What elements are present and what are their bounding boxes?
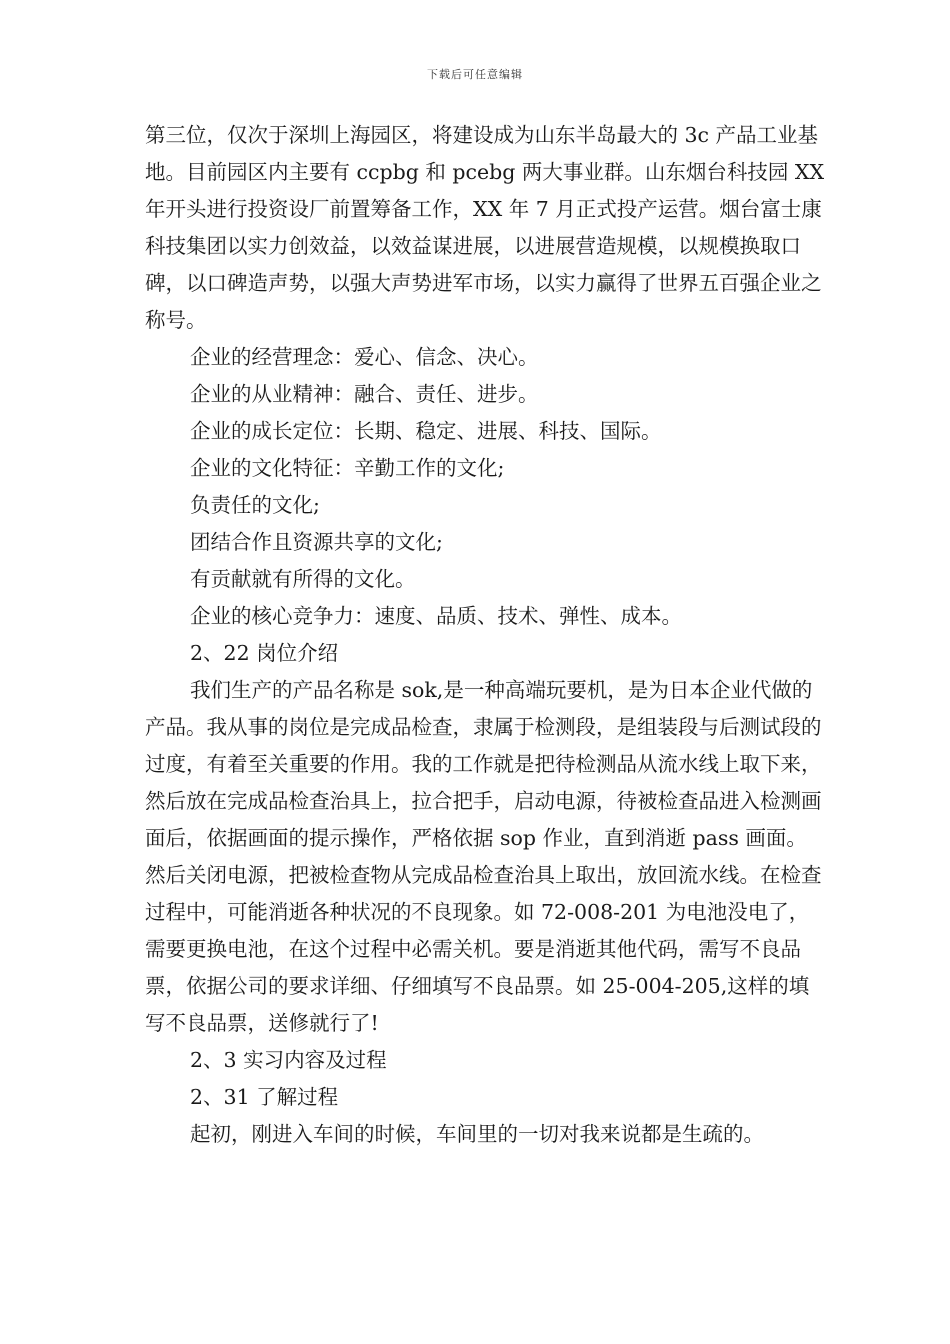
- line-business-philosophy: 企业的经营理念：爱心、信念、决心。: [190, 345, 539, 369]
- line-work-spirit: 企业的从业精神：融合、责任、进步。: [190, 382, 539, 406]
- paragraph-intro: 第三位，仅次于深圳上海园区，将建设成为山东半岛最大的 3c 产品工业基地。目前园区内主要有 ccpbg 和 pcebg 两大事业群。山东烟台科技园 XX 年开头进行投资设厂前置筹备工作，XX 年 7 月正式投产运营。烟台富士康科技集团以实力创效益，以效益谋进展，以进展营造规模，以规模换取口碑，以口碑造声势，以强大声势进军市场，以实力赢得了世界五百强企业之称号。: [145, 123, 825, 332]
- line-culture-contribution: 有贡献就有所得的文化。: [190, 567, 416, 591]
- section-heading-internship-content: 2、3 实习内容及过程: [190, 1048, 387, 1072]
- paragraph-beginning: 起初，刚进入车间的时候，车间里的一切对我来说都是生疏的。: [190, 1122, 764, 1146]
- page-header: 下载后可任意编辑: [427, 68, 523, 81]
- paragraph-job-description: 我们生产的产品名称是 sok,是一种高端玩要机，是为日本企业代做的产品。我从事的岗位是完成品检查，隶属于检测段，是组装段与后测试段的过度，有着至关重要的作用。我的工作就是把待检测品从流水线上取下来，然后放在完成品检查治具上，拉合把手，启动电源，待被检查品进入检测画面后，依据画面的提示操作，严格依据 sop 作业，直到消逝 pass 画面。然后关闭电源，把被检查物从完成品检查治具上取出，放回流水线。在检查过程中，可能消逝各种状况的不良现象。如 72-008-201 为电池没电了，需要更换电池，在这个过程中必需关机。要是消逝其他代码，需写不良品票，依据公司的要求详细、仔细填写不良品票。如 25-004-205,这样的填写不良品票，送修就行了!: [145, 678, 822, 1035]
- line-culture-responsibility: 负责任的文化;: [190, 493, 320, 517]
- document-body: [145, 117, 825, 1153]
- line-core-competitiveness: 企业的核心竞争力：速度、品质、技术、弹性、成本。: [190, 604, 682, 628]
- section-heading-job-intro: 2、22 岗位介绍: [190, 641, 339, 665]
- section-heading-understanding-process: 2、31 了解过程: [190, 1085, 339, 1109]
- line-growth-positioning: 企业的成长定位：长期、稳定、进展、科技、国际。: [190, 419, 662, 443]
- line-culture-features: 企业的文化特征：辛勤工作的文化;: [190, 456, 505, 480]
- line-culture-teamwork: 团结合作且资源共享的文化;: [190, 530, 443, 554]
